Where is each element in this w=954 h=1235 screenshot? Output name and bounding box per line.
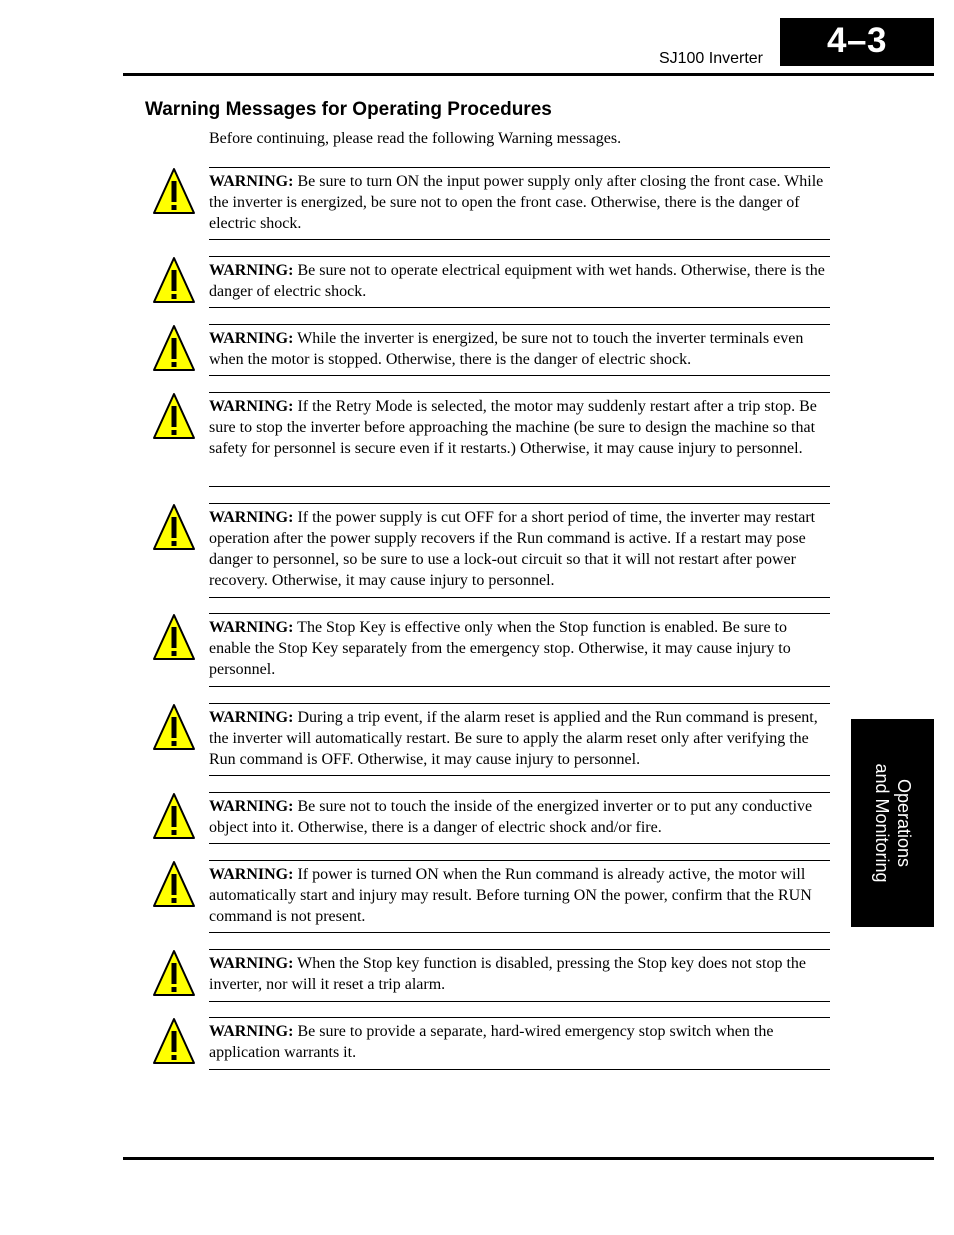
warning-label: WARNING: [209,173,294,190]
warning-block [209,1017,830,1070]
section-title: Warning Messages for Operating Procedures [145,99,552,120]
warning-label: WARNING: [209,398,294,415]
page-number-box [780,18,934,66]
warning-label: WARNING: [209,798,294,815]
warning-triangle-icon [152,949,196,997]
warning-text: Be sure not to operate electrical equipment with wet hands. Otherwise, there is the danger of electric shock. [209,262,825,300]
warning-block [209,703,830,776]
footer-rule [123,1157,934,1160]
warning-block [209,324,830,376]
header-product-name: SJ100 Inverter [658,50,763,67]
warning-text: Be sure to turn ON the input power supply only after closing the front case. While the inverter is energized, be sure not to open the front case. Otherwise, there is the danger of electric shock. [209,173,824,232]
warning-triangle-icon [152,392,196,440]
warning-text: When the Stop key function is disabled, pressing the Stop key does not stop the inverter, nor will it reset a trip alarm. [209,955,806,993]
warning-label: WARNING: [209,1023,294,1040]
warning-text: If the power supply is cut OFF for a short period of time, the inverter may restart operation after the power supply recovers if the Run command is active. If a restart may pose danger to personnel, so be sure to use a lock-out circuit so that it will not restart after power recovery. Otherwise, it may cause injury to personnel. [209,509,816,589]
warning-triangle-icon [152,792,196,840]
chapter-tab-line2: and Monitoring [871,763,892,883]
warning-label: WARNING: [209,866,294,883]
warning-block [209,256,830,308]
warning-label: WARNING: [209,262,294,279]
warning-block [209,392,830,487]
warning-block [209,860,830,933]
warning-block [209,613,830,687]
warning-label: WARNING: [209,330,294,347]
warning-block [209,503,830,598]
warning-block [209,792,830,844]
warning-triangle-icon [152,167,196,215]
warning-label: WARNING: [209,619,294,636]
warning-triangle-icon [152,613,196,661]
warning-label: WARNING: [209,955,294,972]
warning-triangle-icon [152,503,196,551]
warning-text: While the inverter is energized, be sure not to touch the inverter terminals even when the motor is stopped. Otherwise, there is the danger of electric shock. [209,330,804,368]
warning-triangle-icon [152,703,196,751]
warning-label: WARNING: [209,709,294,726]
warning-text: If power is turned ON when the Run command is already active, the motor will automatically start and injury may result. Before turning ON the power, confirm that the RUN command is not present. [209,866,812,925]
warning-text: During a trip event, if the alarm reset is applied and the Run command is present, the inverter will automatically restart. Be sure to apply the alarm reset only after verifying the Run command is OFF. Otherwise, it may cause injury to personnel. [209,709,818,768]
chapter-tab-label [871,719,915,927]
warning-text: Be sure to provide a separate, hard-wired emergency stop switch when the application warrants it. [209,1023,774,1061]
chapter-side-tab [851,719,934,927]
header-rule [123,73,934,76]
warning-triangle-icon [152,256,196,304]
chapter-tab-line1: Operations [893,778,914,868]
warning-text: The Stop Key is effective only when the Stop function is enabled. Be sure to enable the Stop Key separately from the emergency stop. Otherwise, it may cause injury to personnel. [209,619,791,678]
warning-triangle-icon [152,860,196,908]
page-number: 4–3 [827,21,887,60]
warning-text: Be sure not to touch the inside of the energized inverter or to put any conductive object into it. Otherwise, there is a danger of electric shock and/or fire. [209,798,813,836]
warning-block [209,167,830,240]
warning-triangle-icon [152,1017,196,1065]
section-intro: Before continuing, please read the following Warning messages. [209,130,622,147]
warning-text: If the Retry Mode is selected, the motor may suddenly restart after a trip stop. Be sure to stop the inverter before approaching the machine (be sure to design the machine so that safety for personnel is secure even if it restarts.) Otherwise, it may cause injury to personnel. [209,398,817,457]
warning-block [209,949,830,1002]
warning-label: WARNING: [209,509,294,526]
warning-triangle-icon [152,324,196,372]
